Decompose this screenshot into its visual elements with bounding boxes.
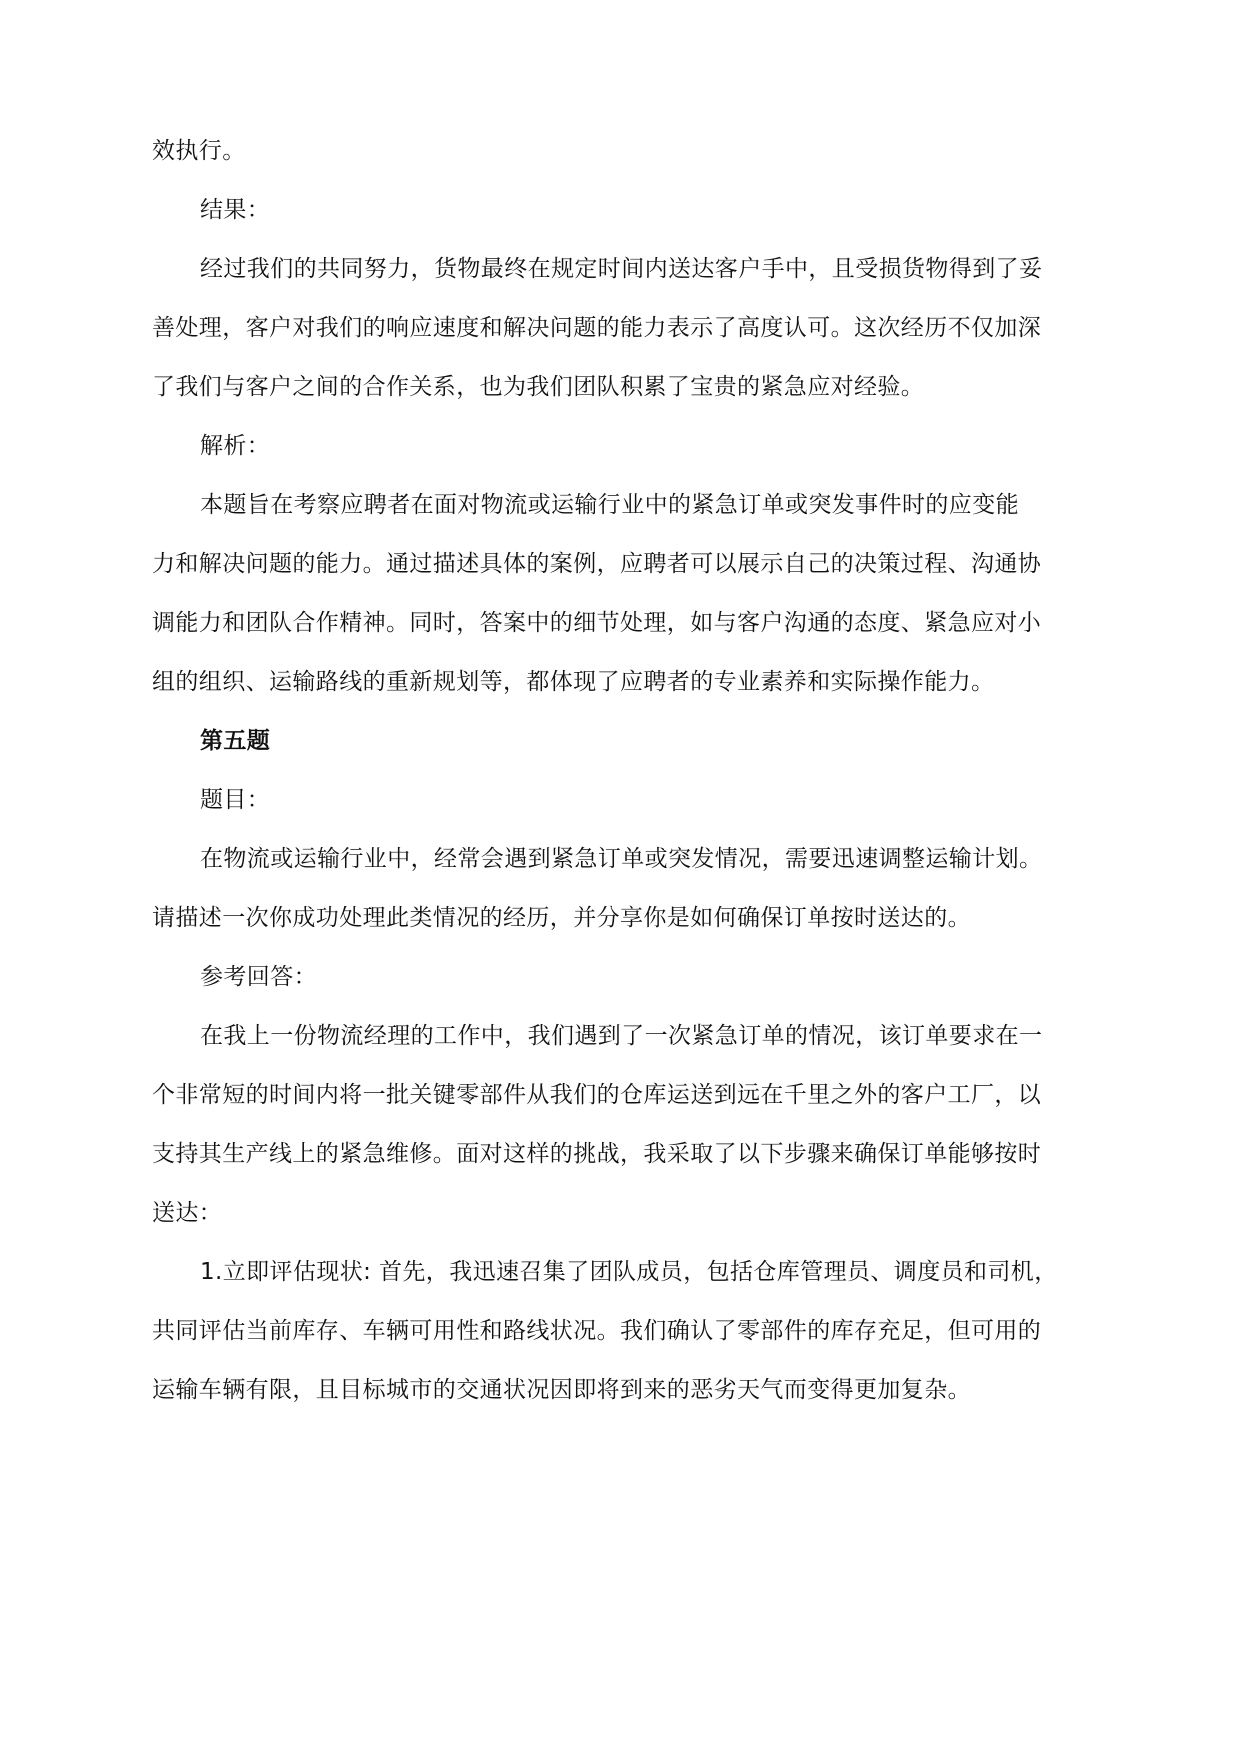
text-line: 1.立即评估现状: 首先，我迅速召集了团队成员，包括仓库管理员、调度员和司机， xyxy=(200,1259,1058,1285)
text-line: 送达： xyxy=(152,1200,223,1226)
text-line: 请描述一次你成功处理此类情况的经历，并分享你是如何确保订单按时送达的。 xyxy=(152,905,971,931)
section-label: 结果： xyxy=(200,197,271,223)
text-line: 运输车辆有限，且目标城市的交通状况因即将到来的恶劣天气而变得更加复杂。 xyxy=(152,1377,971,1403)
section-label: 参考回答： xyxy=(200,964,317,990)
text-line: 了我们与客户之间的合作关系，也为我们团队积累了宝贵的紧急应对经验。 xyxy=(152,374,925,400)
text-line: 善处理，客户对我们的响应速度和解决问题的能力表示了高度认可。这次经历不仅加深 xyxy=(152,315,1042,341)
text-line: 在我上一份物流经理的工作中，我们遇到了一次紧急订单的情况，该订单要求在一 xyxy=(200,1023,1043,1049)
text-line: 经过我们的共同努力，货物最终在规定时间内送达客户手中，且受损货物得到了妥 xyxy=(200,256,1043,282)
text-line: 调能力和团队合作精神。同时，答案中的细节处理，如与客户沟通的态度、紧急应对小 xyxy=(152,610,1042,636)
section-label: 题目： xyxy=(200,787,271,813)
text-line: 本题旨在考察应聘者在面对物流或运输行业中的紧急订单或突发事件时的应变能 xyxy=(200,492,1019,518)
section-label: 解析： xyxy=(200,433,271,459)
text-line: 效执行。 xyxy=(152,138,246,164)
text-line: 力和解决问题的能力。通过描述具体的案例，应聘者可以展示自己的决策过程、沟通协 xyxy=(152,551,1042,577)
text-line: 共同评估当前库存、车辆可用性和路线状况。我们确认了零部件的库存充足，但可用的 xyxy=(152,1318,1042,1344)
text-line: 个非常短的时间内将一批关键零部件从我们的仓库运送到远在千里之外的客户工厂，以 xyxy=(152,1082,1042,1108)
question-heading: 第五题 xyxy=(200,728,271,754)
text-line: 在物流或运输行业中，经常会遇到紧急订单或突发情况，需要迅速调整运输计划。 xyxy=(200,846,1043,872)
text-line: 支持其生产线上的紧急维修。面对这样的挑战，我采取了以下步骤来确保订单能够按时 xyxy=(152,1141,1042,1167)
text-line: 组的组织、运输路线的重新规划等，都体现了应聘者的专业素养和实际操作能力。 xyxy=(152,669,995,695)
